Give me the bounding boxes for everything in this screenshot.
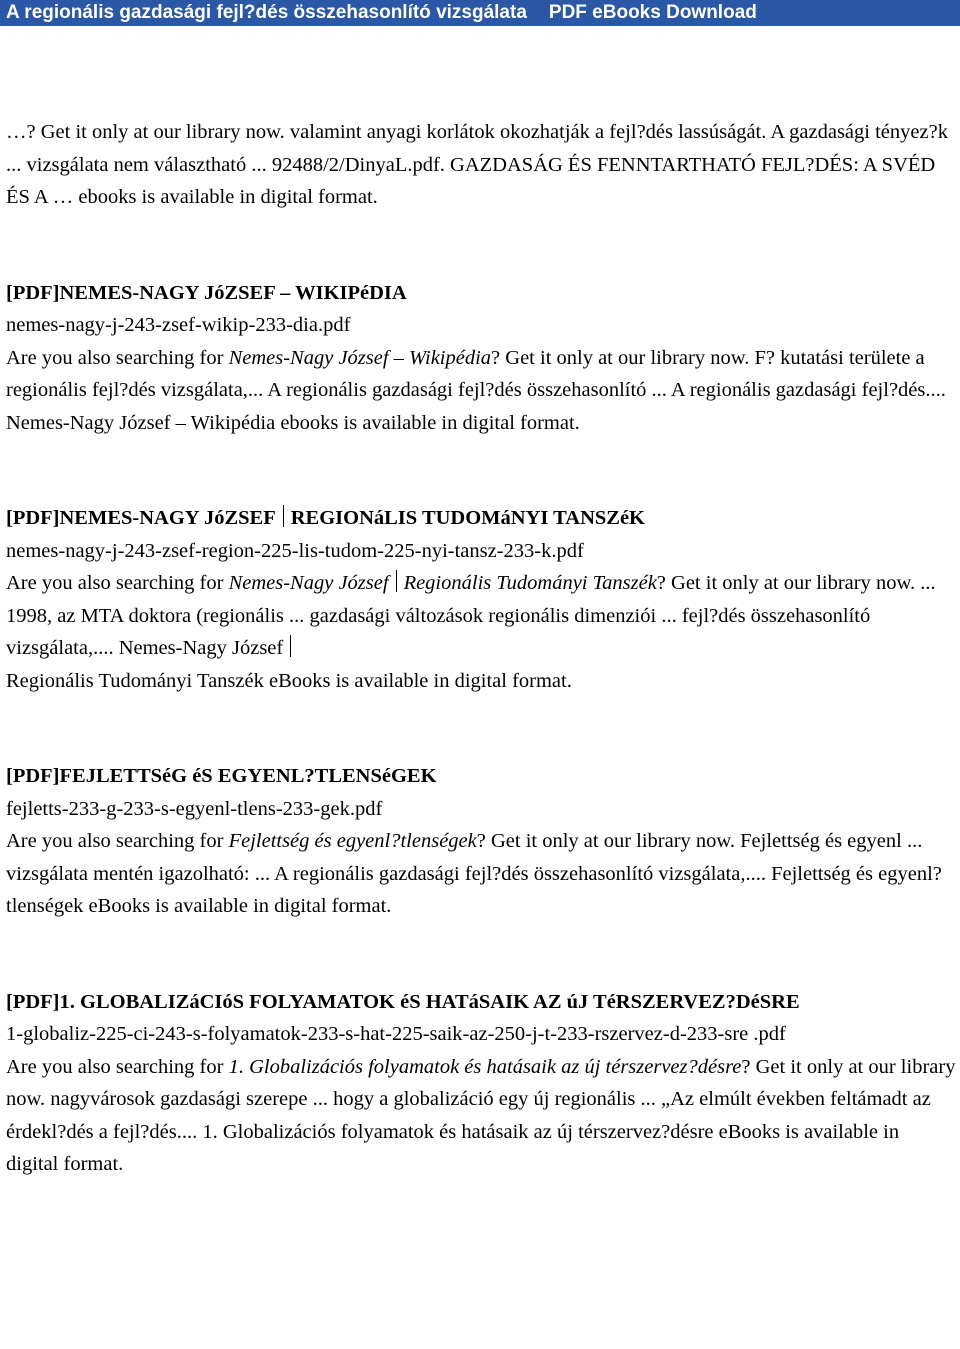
entry-description (6, 1051, 956, 1181)
entry-description (6, 342, 956, 440)
document-body (6, 116, 956, 1181)
entry-body-part: ? Get it only at our library now. ... 1998, az MTA doktora (regionális ... gazdasági változások regionális dimenziói ... fejl?dés összehasonlító vizsgálata,.... Nemes-Nagy József (6, 572, 936, 659)
title-separator (283, 505, 284, 527)
entry-body: ? Get it only at our library now. F? kutatási területe a regionális fejl?dés vizsgálata,... A regionális gazdasági fejl?dés összehasonlító ... A regionális gazdasági fejl?dés.... Nemes-Nagy József – Wikipédia ebooks is available in digital format. (6, 346, 946, 434)
entry (6, 986, 956, 1181)
body-separator (290, 635, 291, 657)
entry-title-part: REGIONáLIS TUDOMáNYI TANSZéK (290, 507, 645, 529)
entry-filename: nemes-nagy-j-243-zsef-region-225-lis-tudom-225-nyi-tansz-233-k.pdf (6, 539, 584, 562)
entry-body: ? Get it only at our library now. Fejlettség és egyenl ... vizsgálata mentén igazolható: ... A regionális gazdasági fejl?dés összehasonlító vizsgálata,.... Fejlettség és egyenl?tlenségek eBooks is available in digital format. (6, 830, 942, 917)
entry-title[interactable]: [PDF]1. GLOBALIZáCIóS FOLYAMATOK éS HATáSAIK AZ úJ TéRSZERVEZ?DéSRE (6, 990, 800, 1013)
entry-filename: nemes-nagy-j-243-zsef-wikip-233-dia.pdf (6, 314, 351, 336)
entry-body: ? Get it only at our library now. nagyvárosok gazdasági szerepe ... hogy a globalizáció egy új regionális ... „Az elmúlt években feltámadt az érdekl?dés a fejl?dés.... 1. Globalizációs folyamatok és hatásaik az új térszervez?désre eBooks is available in digital format. (6, 1055, 956, 1175)
search-term-part: Regionális Tudományi Tanszék (403, 572, 657, 594)
page-title: A regionális gazdasági fejl?dés összehasonlító vizsgálata (6, 2, 527, 23)
entry (6, 277, 956, 440)
search-term-part: Nemes-Nagy József (228, 572, 389, 594)
search-term: 1. Globalizációs folyamatok és hatásaik az új térszervez?désre (228, 1055, 742, 1078)
entry-title-part: [PDF]NEMES-NAGY JóZSEF (6, 507, 276, 529)
search-prefix: Are you also searching for (6, 1055, 229, 1078)
entry-title[interactable]: [PDF]FEJLETTSéG éS EGYENL?TLENSéGEK (6, 765, 437, 787)
header-bar (0, 0, 960, 26)
entry (6, 760, 956, 923)
search-prefix: Are you also searching for (6, 346, 229, 369)
search-term: Fejlettség és egyenl?tlenségek (228, 830, 477, 852)
search-prefix: Are you also searching for (6, 830, 229, 852)
entry-description (6, 825, 956, 923)
entry-body-part: Regionális Tudományi Tanszék eBooks is available in digital format. (6, 669, 572, 692)
search-term-separator (396, 570, 397, 592)
entry-filename: 1-globaliz-225-ci-243-s-folyamatok-233-s-hat-225-saik-az-250-j-t-233-rszervez-d-233-sre .pdf (6, 1023, 786, 1045)
search-prefix: Are you also searching for (6, 572, 229, 594)
entry-description (6, 567, 956, 697)
entry (6, 502, 956, 697)
header-tagline: PDF eBooks Download (548, 2, 757, 23)
intro-paragraph (6, 116, 956, 214)
intro-text: …? Get it only at our library now. valamint anyagi korlátok okozhatják a fejl?dés lassúságát. A gazdasági tényez?k ... vizsgálata nem választható ... 92488/2/DinyaL.pdf. GAZDASÁG ÉS FENNTARTHATÓ FEJL?DÉS: A SVÉD ÉS A … ebooks is available in digital format. (6, 121, 948, 208)
entry-title[interactable] (6, 502, 956, 535)
search-term: Nemes-Nagy József – Wikipédia (228, 346, 492, 369)
entry-title[interactable]: [PDF]NEMES-NAGY JóZSEF – WIKIPéDIA (6, 281, 407, 304)
entry-filename: fejletts-233-g-233-s-egyenl-tlens-233-gek.pdf (6, 797, 383, 820)
